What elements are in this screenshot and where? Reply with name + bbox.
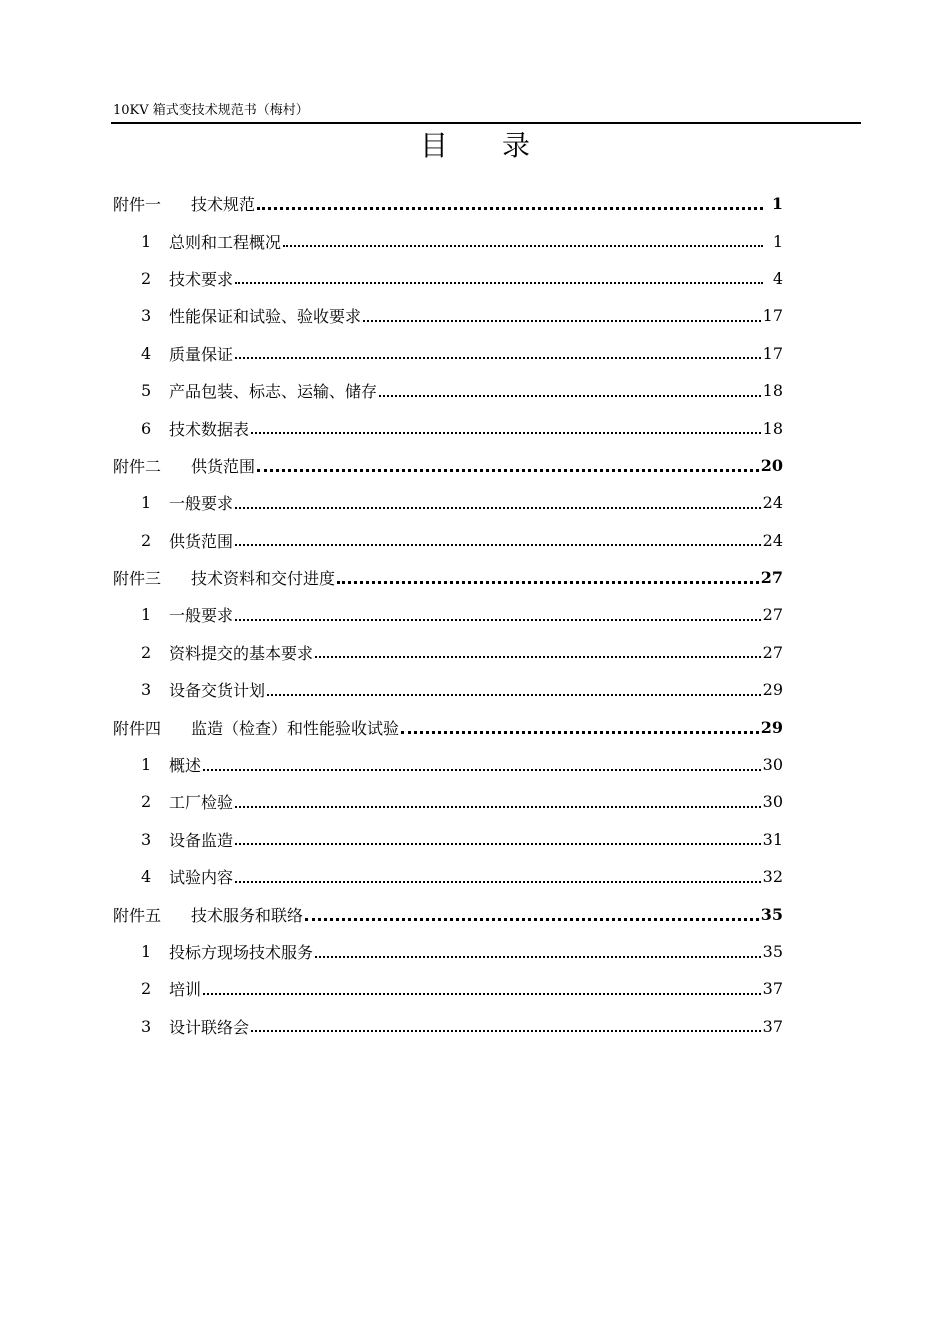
page-title-part2: 录 [502, 129, 531, 162]
toc-subsection-entry[interactable] [113, 596, 783, 633]
toc-dot-leader [337, 565, 759, 584]
toc-entry-label: 技术要求 [169, 269, 234, 289]
toc-entry-number: 附件二 [113, 456, 162, 476]
toc-subsection-entry[interactable] [113, 260, 783, 297]
toc-entry-number: 附件四 [113, 718, 162, 738]
toc-entry-label: 设备监造 [169, 830, 234, 850]
toc-entry-label: 一般要求 [169, 494, 234, 514]
toc-entry-label: 投标方现场技术服务 [169, 943, 314, 962]
toc-entry-page-number: 30 [762, 792, 783, 812]
toc-entry-page-number: 35 [760, 904, 783, 924]
toc-entry-label: 技术资料和交付进度 [191, 569, 336, 589]
toc-entry-number: 2 [141, 268, 152, 288]
toc-dot-leader [315, 640, 761, 658]
toc-dot-leader [305, 902, 759, 921]
toc-entry-number: 3 [141, 1016, 152, 1036]
toc-entry-page-number: 17 [762, 343, 783, 363]
toc-dot-leader [251, 416, 761, 434]
toc-subsection-entry[interactable] [113, 821, 783, 858]
toc-entry-page-number: 29 [762, 680, 783, 700]
toc-section-entry[interactable] [113, 185, 783, 222]
toc-subsection-entry[interactable] [113, 297, 783, 334]
toc-entry-label: 试验内容 [169, 868, 234, 888]
toc-entry-page-number: 32 [762, 867, 783, 887]
toc-entry-label: 一般要求 [169, 606, 234, 626]
toc-entry-label: 设备交货计划 [169, 681, 266, 701]
toc-entry-number: 2 [141, 642, 152, 662]
toc-subsection-entry[interactable] [113, 783, 783, 820]
toc-entry-number: 附件五 [113, 905, 162, 925]
toc-entry-number: 4 [141, 343, 152, 363]
page-title [0, 126, 950, 166]
toc-subsection-entry[interactable] [113, 335, 783, 372]
toc-dot-leader [401, 715, 759, 734]
toc-subsection-entry[interactable] [113, 746, 783, 783]
toc-entry-label: 供货范围 [169, 531, 234, 551]
toc-entry-number: 3 [141, 829, 152, 849]
toc-entry-page-number: 30 [762, 755, 783, 775]
toc-section-entry[interactable] [113, 559, 783, 596]
toc-entry-number: 3 [141, 680, 152, 700]
toc-entry-label: 技术服务和联络 [191, 905, 304, 925]
toc-entry-number: 1 [141, 605, 152, 625]
toc-dot-leader [363, 304, 761, 322]
toc-entry-number: 2 [141, 792, 152, 812]
toc-subsection-entry[interactable] [113, 970, 783, 1007]
toc-dot-leader [235, 266, 763, 284]
toc-entry-label: 监造（检查）和性能验收试验 [191, 718, 400, 738]
toc-dot-leader [235, 603, 761, 621]
toc-subsection-entry[interactable] [113, 858, 783, 895]
toc-entry-page-number: 1 [772, 231, 783, 251]
toc-subsection-entry[interactable] [113, 222, 783, 259]
toc-entry-label: 技术规范 [191, 195, 256, 215]
toc-entry-page-number: 35 [762, 942, 783, 961]
toc-dot-leader [235, 790, 761, 808]
toc-subsection-entry[interactable] [113, 409, 783, 446]
toc-entry-page-number: 37 [762, 979, 783, 999]
toc-entry-number: 1 [141, 942, 152, 961]
toc-entry-number: 2 [141, 979, 152, 999]
table-of-contents [113, 185, 783, 1045]
toc-entry-number: 1 [141, 755, 152, 775]
toc-subsection-entry[interactable] [113, 484, 783, 521]
toc-entry-label: 质量保证 [169, 344, 234, 364]
toc-subsection-entry[interactable] [113, 372, 783, 409]
toc-dot-leader [315, 940, 761, 958]
toc-dot-leader [257, 453, 759, 472]
toc-entry-page-number: 29 [760, 717, 783, 737]
toc-entry-number: 2 [141, 530, 152, 550]
toc-entry-number: 5 [141, 381, 152, 401]
toc-section-entry[interactable] [113, 447, 783, 484]
toc-entry-page-number: 27 [760, 568, 783, 588]
toc-entry-label: 供货范围 [191, 456, 256, 476]
toc-dot-leader [251, 1014, 761, 1032]
toc-entry-label: 培训 [169, 980, 202, 1000]
toc-entry-label: 性能保证和试验、验收要求 [169, 307, 362, 327]
toc-entry-page-number: 27 [762, 605, 783, 625]
toc-entry-page-number: 1 [771, 194, 783, 214]
toc-section-entry[interactable] [113, 708, 783, 745]
toc-dot-leader [267, 678, 761, 696]
page-title-part1: 目 [419, 129, 448, 162]
toc-entry-page-number: 20 [760, 455, 783, 475]
toc-entry-number: 4 [141, 867, 152, 887]
toc-entry-page-number: 24 [762, 530, 783, 550]
toc-entry-page-number: 24 [762, 493, 783, 513]
running-header-text: 10KV 箱式变技术规范书（梅村） [113, 103, 309, 118]
running-header [111, 102, 861, 124]
toc-entry-label: 技术数据表 [169, 419, 250, 439]
toc-entry-label: 工厂检验 [169, 793, 234, 813]
toc-dot-leader [235, 341, 761, 359]
toc-entry-page-number: 18 [762, 381, 783, 401]
toc-entry-label: 概述 [169, 756, 202, 776]
toc-dot-leader [203, 977, 761, 995]
toc-dot-leader [235, 528, 761, 546]
toc-entry-number: 3 [141, 306, 152, 326]
toc-subsection-entry[interactable] [113, 933, 783, 970]
toc-entry-label: 产品包装、标志、运输、储存 [169, 382, 378, 402]
toc-entry-label: 总则和工程概况 [169, 232, 282, 252]
toc-entry-page-number: 17 [762, 306, 783, 326]
toc-dot-leader [235, 491, 761, 509]
toc-entry-number: 附件一 [113, 195, 162, 215]
toc-dot-leader [235, 865, 761, 883]
toc-entry-number: 6 [141, 418, 152, 438]
toc-subsection-entry[interactable] [113, 522, 783, 559]
toc-entry-label: 设计联络会 [169, 1017, 250, 1037]
toc-subsection-entry[interactable] [113, 1008, 783, 1045]
toc-section-entry[interactable] [113, 895, 783, 932]
toc-entry-page-number: 27 [762, 642, 783, 662]
toc-entry-number: 附件三 [113, 569, 162, 589]
toc-entry-label: 资料提交的基本要求 [169, 643, 314, 663]
toc-entry-number: 1 [141, 231, 152, 251]
toc-dot-leader [235, 827, 761, 845]
toc-subsection-entry[interactable] [113, 634, 783, 671]
toc-dot-leader [203, 753, 761, 771]
toc-entry-number: 1 [141, 493, 152, 513]
toc-subsection-entry[interactable] [113, 671, 783, 708]
toc-entry-page-number: 31 [762, 829, 783, 849]
toc-dot-leader [379, 379, 761, 397]
toc-dot-leader [257, 191, 763, 210]
toc-entry-page-number: 18 [762, 418, 783, 438]
toc-entry-page-number: 37 [762, 1016, 783, 1036]
toc-dot-leader [283, 229, 763, 247]
toc-entry-page-number: 4 [772, 268, 783, 288]
